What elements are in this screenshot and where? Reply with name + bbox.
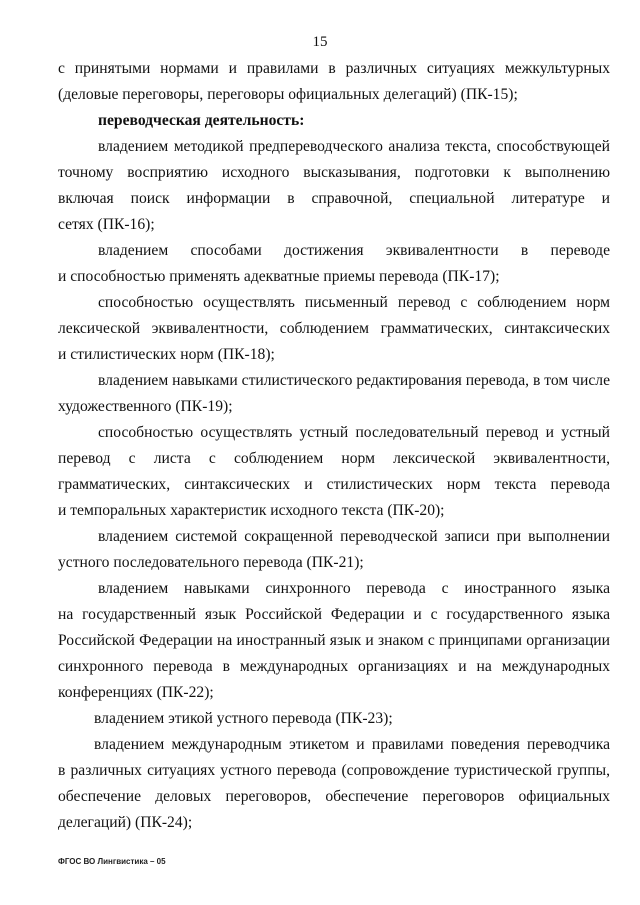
text-line: владением международным этикетом и правилами поведения переводчика — [94, 736, 610, 753]
text-line: в различных ситуациях устного перевода (сопровождение туристической группы, — [58, 762, 610, 779]
text-line: владением этикой устного перевода (ПК-23); — [94, 710, 393, 727]
footer-note: ФГОС ВО Лингвистика – 05 — [58, 857, 166, 866]
text-line: (деловые переговоры, переговоры официальных делегаций) (ПК-15); — [58, 86, 518, 103]
text-line: владением методикой предпереводческого анализа текста, способствующей — [98, 138, 610, 155]
text-line: и темпоральных характеристик исходного текста (ПК-20); — [58, 502, 445, 519]
text-line: и стилистических норм (ПК-18); — [58, 346, 275, 363]
text-line: способностью осуществлять устный последовательный перевод и устный — [98, 424, 610, 441]
text-line: с принятыми нормами и правилами в различных ситуациях межкультурных — [58, 60, 610, 77]
text-line: и способностью применять адекватные приемы перевода (ПК-17); — [58, 268, 500, 285]
text-line: устного последовательного перевода (ПК-21); — [58, 554, 364, 571]
section-heading: переводческая деятельность: — [98, 112, 305, 129]
text-line: владением навыками стилистического редактирования перевода, в том числе — [98, 372, 610, 389]
text-line: грамматических, синтаксических и стилистических норм текста перевода — [58, 476, 610, 493]
text-line: художественного (ПК-19); — [58, 398, 233, 415]
text-line: способностью осуществлять письменный перевод с соблюдением норм — [98, 294, 610, 311]
text-line: Российской Федерации на иностранный язык и знаком с принципами организации — [58, 632, 610, 649]
document-body — [58, 56, 610, 836]
text-line: конференциях (ПК-22); — [58, 684, 214, 701]
text-line: лексической эквивалентности, соблюдением грамматических, синтаксических — [58, 320, 610, 337]
text-line: владением способами достижения эквивалентности в переводе — [98, 242, 610, 259]
text-line: включая поиск информации в справочной, специальной литературе и — [58, 190, 610, 207]
text-line: владением системой сокращенной переводческой записи при выполнении — [98, 528, 610, 545]
text-line: синхронного перевода в международных организациях и на международных — [58, 658, 610, 675]
text-line: обеспечение деловых переговоров, обеспечение переговоров официальных — [58, 788, 610, 805]
text-line: сетях (ПК-16); — [58, 216, 155, 233]
text-line: перевод с листа с соблюдением норм лексической эквивалентности, — [58, 450, 610, 467]
page-number: 15 — [312, 34, 328, 50]
text-line: делегаций) (ПК-24); — [58, 814, 193, 831]
text-line: точному восприятию исходного высказывания, подготовки к выполнению — [58, 164, 610, 181]
text-line: на государственный язык Российской Федерации и с государственного языка — [58, 606, 610, 623]
text-line: владением навыками синхронного перевода с иностранного языка — [98, 580, 610, 597]
